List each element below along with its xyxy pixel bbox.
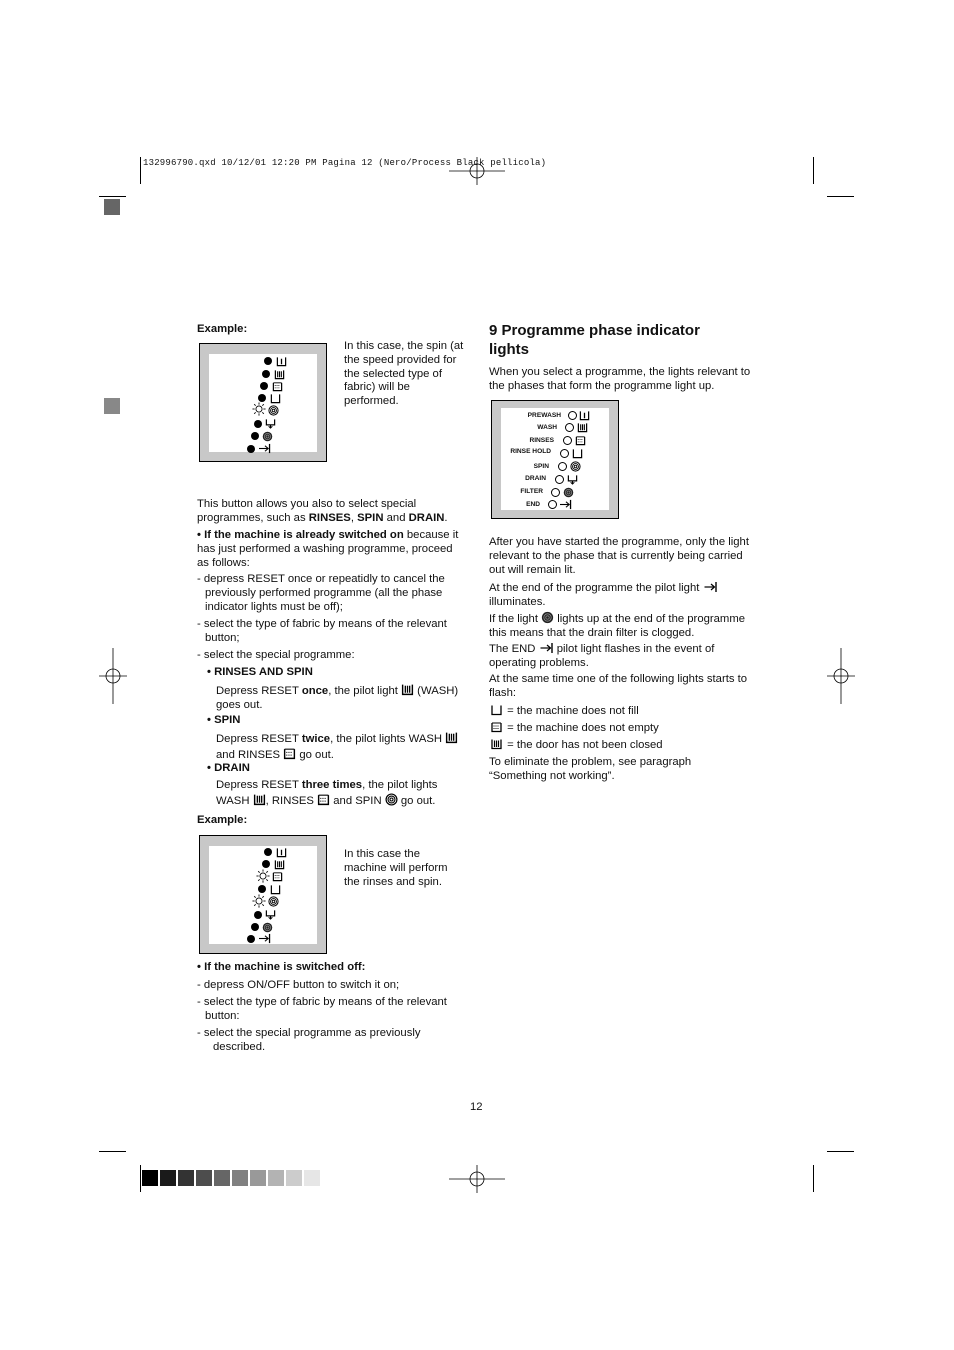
end-icon (258, 933, 271, 944)
registration-square (104, 199, 120, 215)
crop-mark (140, 157, 141, 184)
registration-mark-right (827, 648, 855, 704)
legend-label-rinse-hold: RINSE HOLD (510, 448, 551, 455)
rinses-and-spin-title: • RINSES AND SPIN (207, 666, 313, 678)
switched-off-title: • If the machine is switched off: (197, 961, 366, 973)
legend-label-drain: DRAIN (525, 475, 546, 482)
legend-label-prewash: PREWASH (527, 412, 561, 419)
crop-mark (140, 1165, 141, 1192)
example-label: Example: (197, 323, 248, 335)
drain-icon (567, 474, 578, 485)
rinses-icon (489, 721, 504, 733)
crop-mark (827, 196, 854, 197)
end-icon (539, 642, 554, 654)
rinse-hold-icon (572, 448, 583, 459)
filter-icon (541, 611, 554, 624)
section-heading: 9 Programme phase indicator lights (489, 322, 700, 358)
wash-icon (577, 422, 588, 433)
rinse-hold-icon (270, 884, 281, 895)
end-icon (559, 499, 572, 510)
page-number: 12 (470, 1101, 483, 1113)
drain-text: Depress RESET three times, the pilot lights WASH , RINSES and SPIN go out. (216, 779, 438, 807)
special-programmes-intro: This button allows you also to select special programmes, such as RINSES, SPIN and DRAIN. (197, 498, 448, 524)
registration-mark-left (99, 648, 127, 704)
prewash-icon (276, 847, 287, 858)
example-1-description: In this case, the spin (at the speed provided for the selected type of fabric) will be performed. (344, 340, 464, 408)
wash-icon (274, 369, 285, 380)
wash-icon (445, 731, 458, 744)
paragraph-end-flash: The END pilot light flashes in the event of operating problems. (489, 643, 715, 669)
legend-label-end: END (526, 501, 540, 508)
paragraph-see-paragraph: To eliminate the problem, see paragraph “Something not working”. (489, 756, 692, 782)
wash-icon (274, 859, 285, 870)
indicator-panel-example-2 (199, 835, 327, 954)
crop-mark (813, 1165, 814, 1192)
example-label: Example: (197, 814, 248, 826)
prewash-icon (579, 410, 590, 421)
registration-mark-bottom (449, 1165, 505, 1193)
paragraph-end-light: At the end of the programme the pilot light illuminates. (489, 581, 757, 610)
legend-label-wash: WASH (537, 424, 557, 431)
rinse-hold-icon (489, 704, 504, 716)
paragraph-flash: At the same time one of the following lights starts to flash: (489, 673, 748, 699)
blinking-light-icon (256, 869, 270, 883)
fault-fill: = the machine does not fill (489, 704, 757, 719)
spin-text: Depress RESET twice, the pilot lights WASH and RINSES go out. (216, 731, 466, 763)
filter-icon (563, 487, 574, 498)
rinses-icon (283, 747, 296, 760)
section-intro: When you select a programme, the lights relevant to the phases that form the programme light up. (489, 366, 751, 392)
wash-icon (253, 793, 266, 806)
off-step-1: - depress ON/OFF button to switch it on; (197, 979, 400, 991)
print-slug: 132996790.qxd 10/12/01 12:20 PM Pagina 12 (Nero/Process Black pellicola) (143, 158, 547, 168)
rinses-icon (272, 381, 283, 392)
indicator-panel-legend (491, 400, 619, 519)
spin-icon (570, 461, 581, 472)
indicator-panel-example-1 (199, 343, 327, 462)
legend-label-spin: SPIN (533, 463, 549, 470)
registration-mark-top (449, 157, 505, 185)
spin-title: • SPIN (207, 714, 241, 726)
fault-empty: = the machine does not empty (489, 721, 757, 736)
rinses-icon (272, 871, 283, 882)
rinses-icon (575, 435, 586, 446)
drain-icon (265, 418, 276, 429)
crop-mark (99, 1151, 126, 1152)
prewash-icon (276, 356, 287, 367)
off-step-2: - select the type of fabric by means of the relevant button: (197, 996, 447, 1022)
legend-label-rinses: RINSES (529, 437, 554, 444)
wash-icon (489, 738, 504, 750)
spin-icon (268, 405, 279, 416)
paragraph-lit: After you have started the programme, only the light relevant to the phase that is currently being carried out will remain lit. (489, 536, 749, 576)
spin-icon (268, 896, 279, 907)
crop-mark (99, 196, 126, 197)
paragraph-filter-light: If the light lights up at the end of the programme this means that the drain filter is clogged. (489, 613, 746, 639)
crop-mark (827, 1151, 854, 1152)
blinking-light-icon (252, 894, 266, 908)
legend-label-filter: FILTER (520, 488, 543, 495)
blinking-light-icon (252, 402, 266, 416)
example-2-description: In this case the machine will perform the rinses and spin. (344, 848, 448, 888)
drain-title: • DRAIN (207, 762, 250, 774)
step-special: - select the special programme: (197, 649, 355, 661)
wash-icon (401, 683, 414, 696)
rinses-and-spin-text: Depress RESET once, the pilot light (WASH) goes out. (216, 685, 459, 711)
off-step-3: - select the special programme as previously described. (197, 1027, 421, 1053)
registration-square (104, 398, 120, 414)
end-icon (258, 443, 271, 454)
filter-icon (262, 922, 273, 933)
crop-mark (813, 157, 814, 184)
step-reset: - depress RESET once or repeatidly to cancel the previously performed programme (all the phase indicator lights must be off); (197, 573, 445, 613)
rinses-icon (317, 793, 330, 806)
rinse-hold-icon (270, 393, 281, 404)
filter-icon (262, 431, 273, 442)
drain-icon (265, 909, 276, 920)
switched-on-paragraph: • If the machine is already switched on because it has just performed a washing programme, proceed as follows: (197, 529, 459, 569)
step-fabric: - select the type of fabric by means of the relevant button; (197, 618, 447, 644)
end-icon (703, 581, 718, 593)
spin-icon (385, 793, 398, 806)
fault-door: = the door has not been closed (489, 738, 757, 753)
